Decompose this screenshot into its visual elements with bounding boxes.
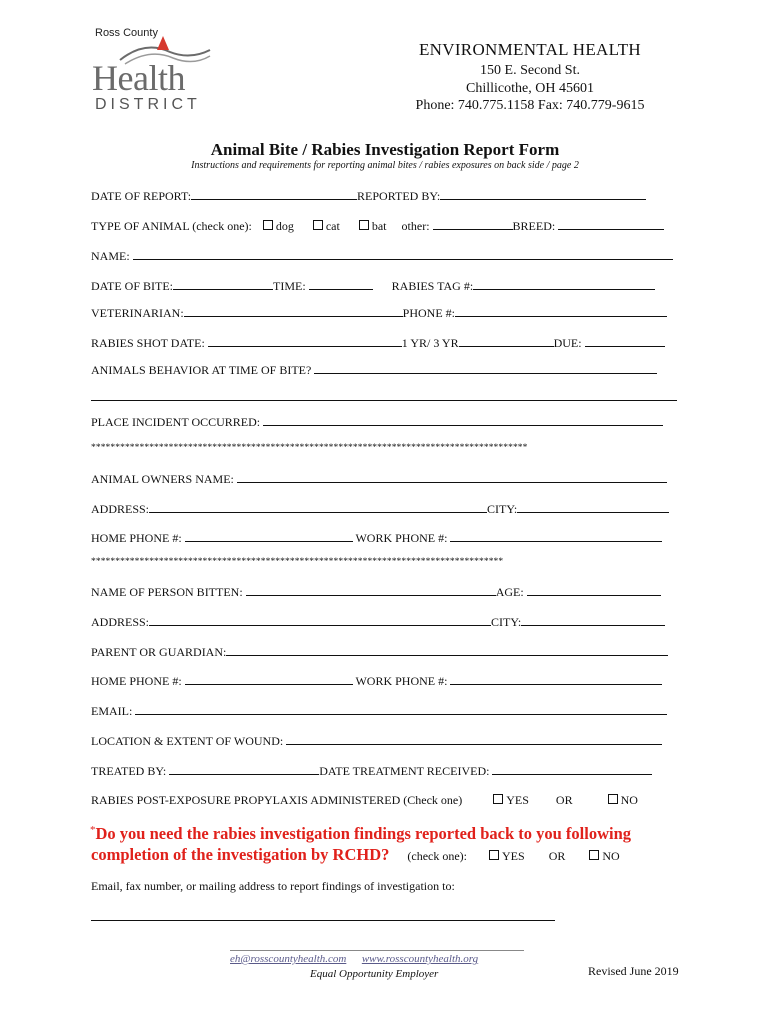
date-of-report-label: DATE OF REPORT: [91, 189, 192, 203]
date-treatment-field[interactable] [492, 763, 652, 775]
behavior-label: ANIMALS BEHAVIOR AT TIME OF BITE? [91, 363, 312, 377]
check-one-label: (check one): [407, 849, 468, 863]
report-findings-field[interactable] [91, 920, 555, 921]
question-text-2: completion of the investigation by RCHD? [91, 845, 390, 864]
row-rabies-shot [91, 335, 665, 351]
owner-address-field[interactable] [149, 501, 487, 513]
row-date-bite [91, 278, 655, 294]
bitten-home-phone-label: HOME PHONE #: [91, 674, 182, 688]
question-text-1: Do you need the rabies investigation findings reported back to you following [95, 824, 632, 843]
owner-home-phone-field[interactable] [185, 530, 353, 542]
date-of-report-field[interactable] [191, 188, 357, 200]
veterinarian-label: VETERINARIAN: [91, 306, 184, 320]
row-type-animal [91, 218, 664, 234]
footer-links [230, 953, 478, 965]
bitten-city-label: CITY: [491, 615, 522, 629]
breed-field[interactable] [558, 218, 664, 230]
age-label: AGE: [495, 585, 524, 599]
city-address: Chillicothe, OH 45601 [466, 81, 594, 96]
reported-by-label: REPORTED BY: [357, 189, 441, 203]
row-name [91, 248, 673, 264]
owners-name-label: ANIMAL OWNERS NAME: [91, 472, 234, 486]
age-field[interactable] [527, 584, 661, 596]
phone-field[interactable] [455, 305, 667, 317]
name-field[interactable] [133, 248, 673, 260]
asterisk: * [90, 824, 96, 836]
pep-yes-label: YES [506, 793, 529, 807]
dog-label: dog [275, 219, 294, 233]
treated-by-field[interactable] [169, 763, 319, 775]
equal-opportunity-text: Equal Opportunity Employer [310, 968, 439, 980]
behavior-field[interactable] [314, 362, 657, 374]
person-bitten-label: NAME OF PERSON BITTEN: [91, 585, 243, 599]
findings-question-line2 [91, 845, 620, 865]
row-owner-phones [91, 530, 662, 546]
row-parent [91, 644, 668, 660]
revised-date: Revised June 2019 [588, 964, 679, 978]
place-incident-field[interactable] [263, 414, 663, 426]
bitten-city-field[interactable] [521, 614, 665, 626]
pep-no-checkbox[interactable] [608, 794, 618, 804]
findings-question-line1 [90, 824, 631, 844]
date-treatment-label: DATE TREATMENT RECEIVED: [319, 764, 490, 778]
bitten-address-field[interactable] [149, 614, 491, 626]
date-of-bite-field[interactable] [173, 278, 273, 290]
logo-district-text: DISTRICT [95, 96, 201, 113]
bitten-work-phone-label: WORK PHONE #: [355, 674, 448, 688]
treated-by-label: TREATED BY: [91, 764, 167, 778]
date-of-bite-label: DATE OF BITE: [91, 279, 173, 293]
report-findings-label: Email, fax number, or mailing address to report findings of investigation to: [91, 879, 455, 893]
findings-yes-checkbox[interactable] [489, 850, 499, 860]
bat-label: bat [371, 219, 387, 233]
parent-guardian-field[interactable] [226, 644, 668, 656]
row-wound [91, 733, 662, 749]
owner-work-phone-field[interactable] [450, 530, 662, 542]
row-owner-name [91, 471, 667, 487]
findings-or-label: OR [548, 849, 566, 863]
form-title: Animal Bite / Rabies Investigation Report Form [210, 140, 560, 159]
department-title: ENVIRONMENTAL HEALTH [419, 40, 641, 59]
row-person-bitten [91, 584, 661, 600]
pep-label: RABIES POST-EXPOSURE PROPYLAXIS ADMINISTERED (Check one) [91, 793, 463, 807]
separator-stars-2: ************************************************************************************* [91, 557, 504, 567]
owner-work-phone-label: WORK PHONE #: [355, 531, 448, 545]
parent-guardian-label: PARENT OR GUARDIAN: [91, 645, 227, 659]
other-field[interactable] [433, 218, 513, 230]
phone-label: PHONE #: [402, 306, 455, 320]
row-date-report [91, 188, 646, 204]
footer-email-link[interactable]: eh@rosscountyhealth.com [230, 953, 347, 965]
wound-label: LOCATION & EXTENT OF WOUND: [91, 734, 284, 748]
reported-by-field[interactable] [440, 188, 646, 200]
wound-field[interactable] [286, 733, 662, 745]
other-label: other: [401, 219, 430, 233]
owners-name-field[interactable] [237, 471, 667, 483]
due-label: DUE: [553, 336, 582, 350]
cat-checkbox[interactable] [313, 220, 323, 230]
row-bitten-address [91, 614, 665, 630]
findings-yes-label: YES [502, 849, 525, 863]
findings-no-label: NO [602, 849, 620, 863]
pep-yes-checkbox[interactable] [493, 794, 503, 804]
place-incident-label: PLACE INCIDENT OCCURRED: [91, 415, 261, 429]
bat-checkbox[interactable] [359, 220, 369, 230]
owner-address-label: ADDRESS: [91, 502, 150, 516]
rabies-tag-label: RABIES TAG #: [391, 279, 474, 293]
cat-label: cat [325, 219, 340, 233]
time-field[interactable] [309, 278, 373, 290]
email-field[interactable] [135, 703, 667, 715]
bitten-work-phone-field[interactable] [450, 673, 662, 685]
due-field[interactable] [585, 335, 665, 347]
name-label: NAME: [91, 249, 130, 263]
row-behavior [91, 362, 657, 378]
dog-checkbox[interactable] [263, 220, 273, 230]
findings-no-checkbox[interactable] [589, 850, 599, 860]
time-label: TIME: [273, 279, 306, 293]
footer-website-link[interactable]: www.rosscountyhealth.org [361, 953, 479, 965]
logo-county-text: Ross County [95, 27, 158, 39]
person-bitten-field[interactable] [246, 584, 496, 596]
rabies-shot-date-label: RABIES SHOT DATE: [91, 336, 205, 350]
row-veterinarian [91, 305, 667, 321]
logo-health-text: Health [92, 58, 185, 98]
rabies-shot-date-field[interactable] [208, 335, 402, 347]
phone-fax: Phone: 740.775.1158 Fax: 740.779-9615 [415, 98, 645, 113]
footer-divider [230, 950, 524, 951]
owner-city-label: CITY: [487, 502, 518, 516]
bitten-home-phone-field[interactable] [185, 673, 353, 685]
veterinarian-field[interactable] [184, 305, 403, 317]
email-label: EMAIL: [91, 704, 133, 718]
one-three-yr-label: 1 YR/ 3 YR [401, 336, 459, 350]
row-owner-address [91, 501, 669, 517]
row-email [91, 703, 667, 719]
street-address: 150 E. Second St. [480, 63, 580, 78]
pep-no-label: NO [620, 793, 638, 807]
row-treated [91, 763, 652, 779]
row-pep [91, 793, 638, 808]
separator-stars: ****************************************************************************************** [91, 443, 528, 453]
row-place [91, 414, 663, 430]
owner-city-field[interactable] [517, 501, 669, 513]
behavior-line-2[interactable] [91, 400, 677, 401]
bitten-address-label: ADDRESS: [91, 615, 150, 629]
breed-label: BREED: [512, 219, 556, 233]
row-bitten-phones [91, 673, 662, 689]
form-subtitle: Instructions and requirements for reporting animal bites / rabies exposures on back side / page 2 [191, 160, 579, 171]
rabies-tag-field[interactable] [473, 278, 655, 290]
owner-home-phone-label: HOME PHONE #: [91, 531, 182, 545]
one-three-yr-field[interactable] [459, 335, 554, 347]
pep-or-label: OR [555, 793, 573, 807]
type-of-animal-label: TYPE OF ANIMAL (check one): [91, 219, 252, 233]
